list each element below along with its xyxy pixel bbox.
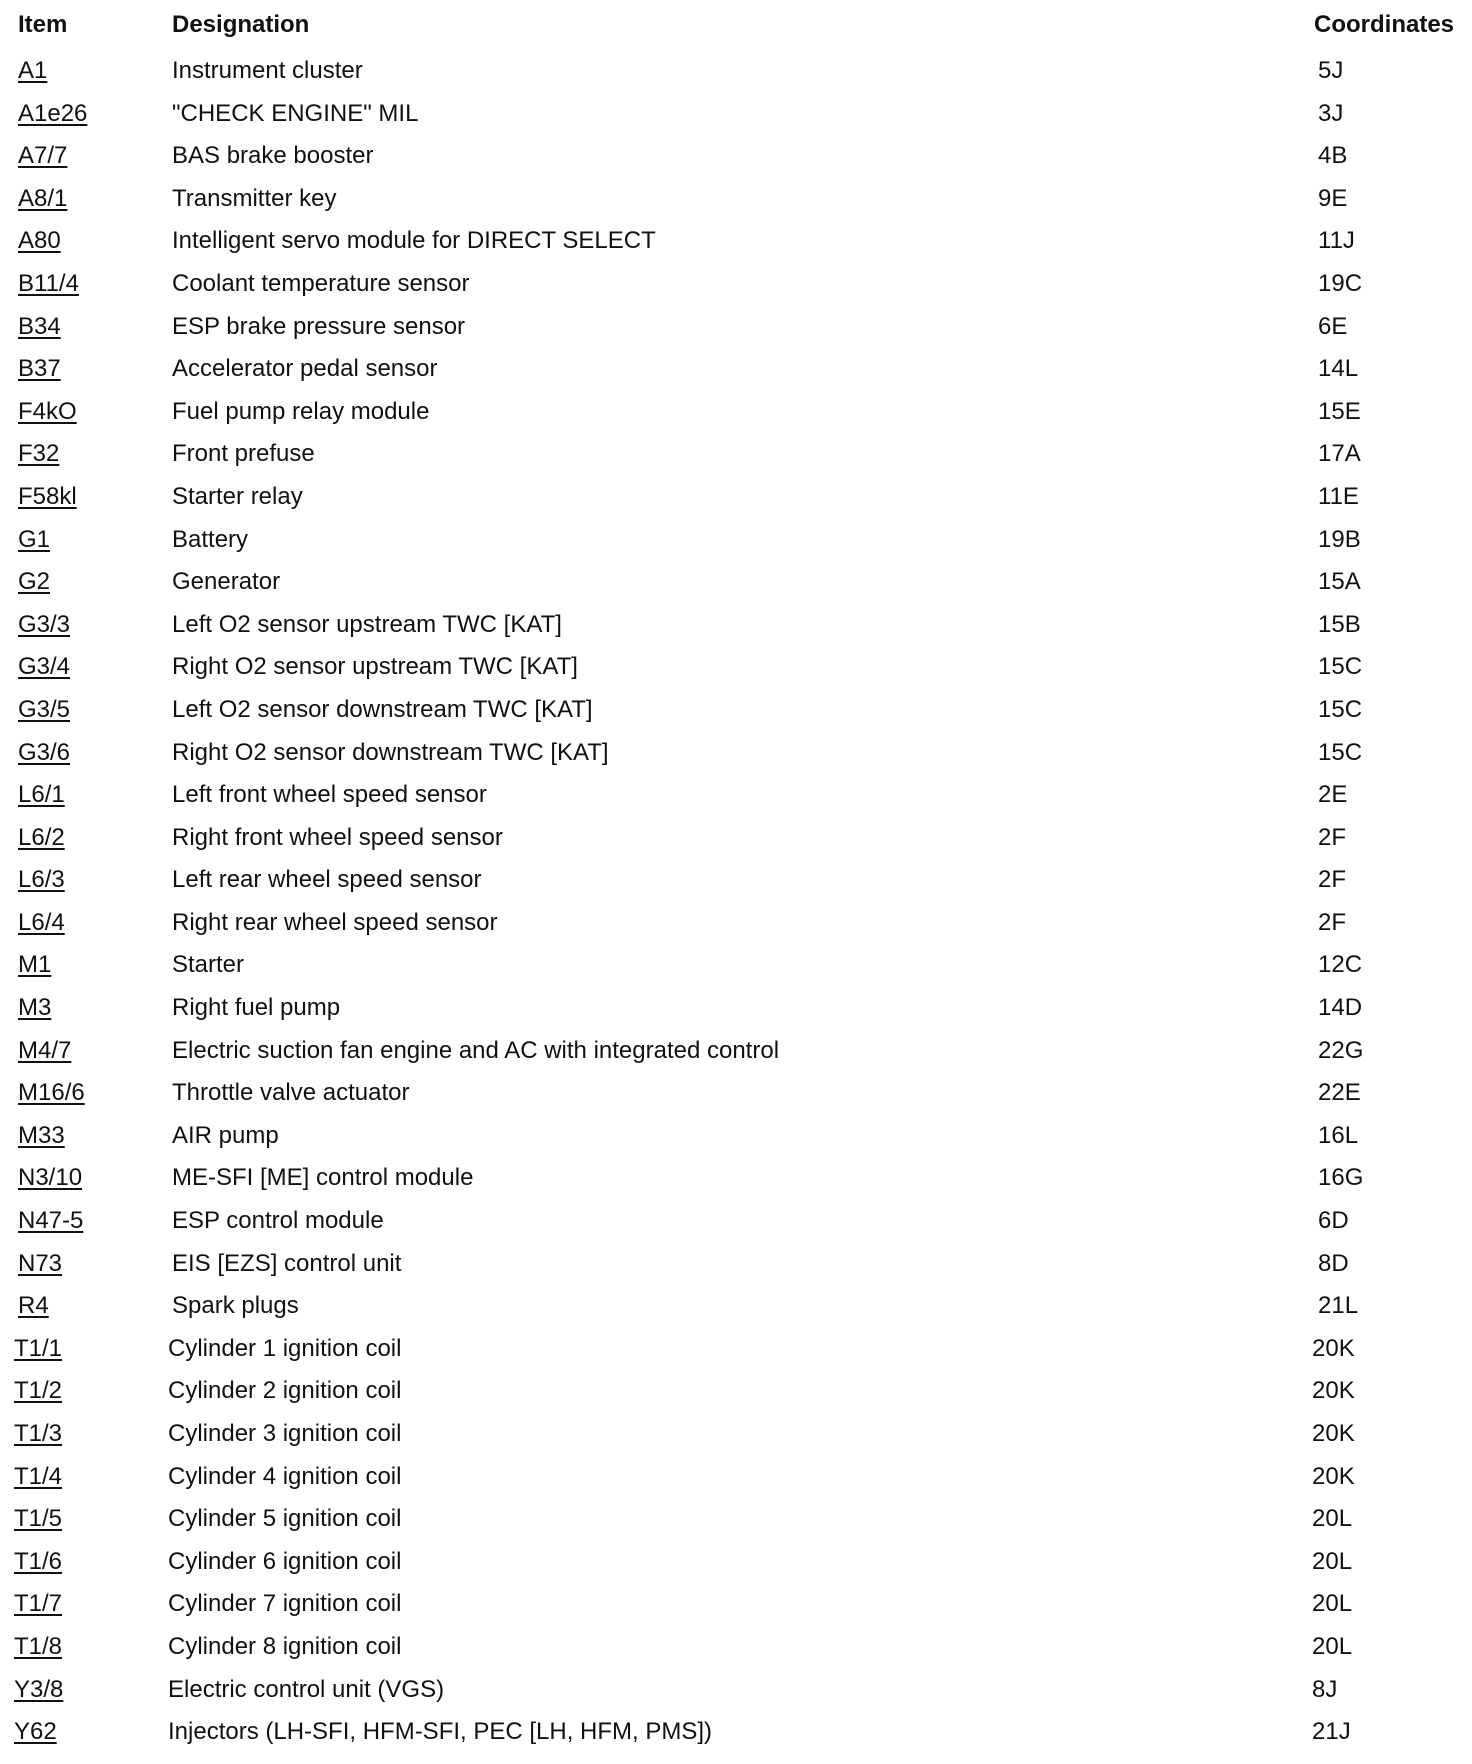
item-link[interactable]: R4: [18, 1292, 49, 1320]
item-link[interactable]: N3/10: [18, 1164, 83, 1192]
coordinates-text: 17A: [1318, 440, 1361, 468]
item-link[interactable]: F32: [18, 440, 60, 468]
designation-text: Intelligent servo module for DIRECT SELECT: [172, 227, 656, 255]
table-row: [0, 263, 1472, 306]
table-row: [0, 93, 1472, 136]
designation-text: Accelerator pedal sensor: [172, 355, 438, 383]
table-row: [0, 561, 1472, 604]
designation-text: ME-SFI [ME] control module: [172, 1164, 474, 1192]
coordinates-text: 16G: [1318, 1164, 1364, 1192]
coordinates-text: 4B: [1318, 142, 1348, 170]
coordinates-text: 21L: [1318, 1292, 1359, 1320]
coordinates-text: 20K: [1312, 1377, 1355, 1405]
table-row: [0, 1413, 1472, 1456]
table-row: [0, 1711, 1472, 1754]
coordinates-text: 2E: [1318, 781, 1348, 809]
table-row: [0, 987, 1472, 1030]
coordinates-text: 9E: [1318, 184, 1348, 212]
coordinates-text: 11J: [1318, 227, 1355, 255]
table-body: [0, 50, 1472, 1754]
item-link[interactable]: G3/4: [18, 653, 71, 681]
coordinates-text: 14D: [1318, 994, 1363, 1022]
coordinates-text: 15C: [1318, 653, 1363, 681]
coordinates-text: 2F: [1318, 908, 1347, 936]
coordinates-text: 15C: [1318, 695, 1363, 723]
table-row: [0, 50, 1472, 93]
designation-text: Right fuel pump: [172, 994, 341, 1022]
coordinates-text: 20L: [1312, 1547, 1353, 1575]
table-row: [0, 944, 1472, 987]
item-link[interactable]: L6/4: [18, 908, 65, 936]
designation-text: Starter relay: [172, 482, 303, 510]
table-header: [0, 0, 1472, 50]
designation-text: Cylinder 3 ignition coil: [168, 1420, 402, 1447]
coordinates-text: 20K: [1312, 1462, 1355, 1490]
designation-text: Cylinder 8 ignition coil: [168, 1632, 402, 1660]
designation-text: Spark plugs: [172, 1292, 299, 1320]
designation-text: Coolant temperature sensor: [172, 269, 470, 297]
coordinates-text: 6E: [1318, 312, 1348, 340]
designation-text: Right O2 sensor upstream TWC [KAT]: [172, 653, 578, 681]
table-row: [0, 433, 1472, 476]
designation-text: Cylinder 6 ignition coil: [168, 1547, 402, 1575]
header-item: Item: [18, 11, 68, 38]
coordinates-text: 19B: [1318, 525, 1361, 553]
item-link[interactable]: T1/8: [14, 1632, 63, 1660]
item-link[interactable]: M16/6: [18, 1079, 85, 1107]
header-designation: Designation: [172, 11, 310, 38]
item-link[interactable]: F58kl: [18, 482, 77, 510]
coordinates-text: 2F: [1318, 866, 1347, 894]
item-link[interactable]: A80: [18, 227, 61, 255]
designation-text: Fuel pump relay module: [172, 397, 430, 425]
coordinates-text: 21J: [1312, 1718, 1351, 1746]
designation-text: Cylinder 5 ignition coil: [168, 1505, 402, 1533]
coordinates-text: 5J: [1318, 57, 1344, 84]
coordinates-text: 19C: [1318, 269, 1363, 297]
designation-text: Right O2 sensor downstream TWC [KAT]: [172, 738, 609, 766]
item-link[interactable]: F4kO: [18, 397, 77, 425]
table-row: [0, 1115, 1472, 1158]
table-row: [0, 1626, 1472, 1669]
designation-text: Transmitter key: [172, 184, 337, 212]
table-row: [0, 1030, 1472, 1073]
item-link[interactable]: L6/1: [18, 781, 65, 809]
designation-text: Cylinder 4 ignition coil: [168, 1462, 402, 1490]
table-row: [0, 220, 1472, 263]
item-link[interactable]: M4/7: [18, 1036, 72, 1064]
item-link[interactable]: A8/1: [18, 184, 68, 212]
table-row: [0, 1243, 1472, 1286]
item-link[interactable]: L6/3: [18, 866, 65, 894]
item-link[interactable]: T1/2: [14, 1377, 63, 1405]
designation-text: Left O2 sensor upstream TWC [KAT]: [172, 610, 562, 638]
item-link[interactable]: T1/4: [14, 1462, 63, 1490]
table-row: [0, 1328, 1472, 1371]
item-link[interactable]: G2: [18, 568, 51, 596]
coordinates-text: 20K: [1312, 1334, 1355, 1362]
coordinates-text: 12C: [1318, 951, 1363, 979]
designation-text: Right front wheel speed sensor: [172, 823, 503, 851]
designation-text: EIS [EZS] control unit: [172, 1249, 402, 1277]
table-row: [0, 859, 1472, 902]
item-link[interactable]: G3/3: [18, 610, 71, 638]
table-row: [0, 902, 1472, 945]
coordinates-text: 15A: [1318, 568, 1361, 596]
item-link[interactable]: T1/5: [14, 1505, 63, 1533]
table-row: [0, 1072, 1472, 1115]
coordinates-text: 16L: [1318, 1121, 1359, 1149]
item-link[interactable]: T1/1: [14, 1334, 63, 1362]
table-row: [0, 1157, 1472, 1200]
coordinates-text: 8J: [1312, 1675, 1338, 1703]
item-link[interactable]: A1: [18, 57, 48, 84]
item-link[interactable]: T1/3: [14, 1420, 63, 1447]
table-row: [0, 1285, 1472, 1328]
table-row: [0, 774, 1472, 817]
item-link[interactable]: G1: [18, 525, 51, 553]
item-link[interactable]: B11/4: [18, 269, 79, 297]
designation-text: Generator: [172, 568, 281, 596]
table-row: [0, 1200, 1472, 1243]
coordinates-text: 2F: [1318, 823, 1347, 851]
coordinates-text: 3J: [1318, 99, 1344, 127]
table-row: [0, 1583, 1472, 1626]
item-link[interactable]: Y3/8: [14, 1675, 64, 1703]
designation-text: Cylinder 7 ignition coil: [168, 1590, 402, 1618]
coordinates-text: 8D: [1318, 1249, 1349, 1277]
table-row: [0, 1669, 1472, 1712]
item-link[interactable]: G3/5: [18, 695, 71, 723]
designation-text: BAS brake booster: [172, 142, 374, 170]
coordinates-text: 11E: [1318, 482, 1359, 510]
item-link[interactable]: L6/2: [18, 823, 65, 851]
table-row: [0, 1370, 1472, 1413]
table-row: [0, 1498, 1472, 1541]
coordinates-text: 15E: [1318, 397, 1361, 425]
designation-text: Cylinder 1 ignition coil: [168, 1334, 402, 1362]
designation-text: Battery: [172, 525, 249, 553]
designation-text: Left rear wheel speed sensor: [172, 866, 482, 894]
designation-text: Injectors (LH-SFI, HFM-SFI, PEC [LH, HFM, PMS]): [168, 1718, 713, 1746]
coordinates-text: 6D: [1318, 1207, 1349, 1235]
item-link[interactable]: A1e26: [18, 99, 88, 127]
item-link[interactable]: N47-5: [18, 1207, 84, 1235]
designation-text: ESP brake pressure sensor: [172, 312, 466, 340]
table-row: [0, 689, 1472, 732]
table-row: [0, 348, 1472, 391]
coordinates-text: 20L: [1312, 1632, 1353, 1660]
table-row: [0, 732, 1472, 775]
designation-text: AIR pump: [172, 1121, 279, 1149]
designation-text: Left O2 sensor downstream TWC [KAT]: [172, 695, 593, 723]
item-link[interactable]: B34: [18, 312, 61, 340]
designation-text: Cylinder 2 ignition coil: [168, 1377, 402, 1405]
designation-text: Electric control unit (VGS): [168, 1675, 445, 1703]
table-row: [0, 817, 1472, 860]
item-link[interactable]: M33: [18, 1121, 65, 1149]
item-link[interactable]: B37: [18, 355, 61, 383]
table-row: [0, 476, 1472, 519]
coordinates-text: 20L: [1312, 1505, 1353, 1533]
designation-text: ESP control module: [172, 1207, 384, 1235]
table-row: [0, 1541, 1472, 1584]
designation-text: Left front wheel speed sensor: [172, 781, 487, 809]
coordinates-text: 20L: [1312, 1590, 1353, 1618]
coordinates-text: 14L: [1318, 355, 1359, 383]
designation-text: Instrument cluster: [172, 57, 363, 84]
item-link[interactable]: M3: [18, 994, 52, 1022]
table-row: [0, 135, 1472, 178]
coordinates-text: 15B: [1318, 610, 1361, 638]
table-row: [0, 519, 1472, 562]
item-link[interactable]: T1/7: [14, 1590, 63, 1618]
table-row: [0, 646, 1472, 689]
header-coordinates: Coordinates: [1314, 11, 1455, 38]
item-link[interactable]: T1/6: [14, 1547, 63, 1575]
designation-text: Starter: [172, 951, 245, 979]
item-link[interactable]: G3/6: [18, 738, 71, 766]
coordinates-text: 15C: [1318, 738, 1363, 766]
table-row: [0, 306, 1472, 349]
table-row: [0, 391, 1472, 434]
coordinates-text: 22G: [1318, 1036, 1364, 1064]
table-row: [0, 1456, 1472, 1499]
designation-text: Front prefuse: [172, 440, 315, 468]
item-link[interactable]: Y62: [14, 1718, 57, 1746]
designation-text: Throttle valve actuator: [172, 1079, 410, 1107]
table-row: [0, 604, 1472, 647]
item-link[interactable]: M1: [18, 951, 52, 979]
table-row: [0, 178, 1472, 221]
designation-text: Electric suction fan engine and AC with integrated control: [172, 1036, 780, 1064]
coordinates-text: 20K: [1312, 1420, 1355, 1447]
designation-text: "CHECK ENGINE" MIL: [172, 99, 419, 127]
designation-text: Right rear wheel speed sensor: [172, 908, 498, 936]
coordinates-text: 22E: [1318, 1079, 1361, 1107]
item-link[interactable]: A7/7: [18, 142, 68, 170]
item-link[interactable]: N73: [18, 1249, 63, 1277]
